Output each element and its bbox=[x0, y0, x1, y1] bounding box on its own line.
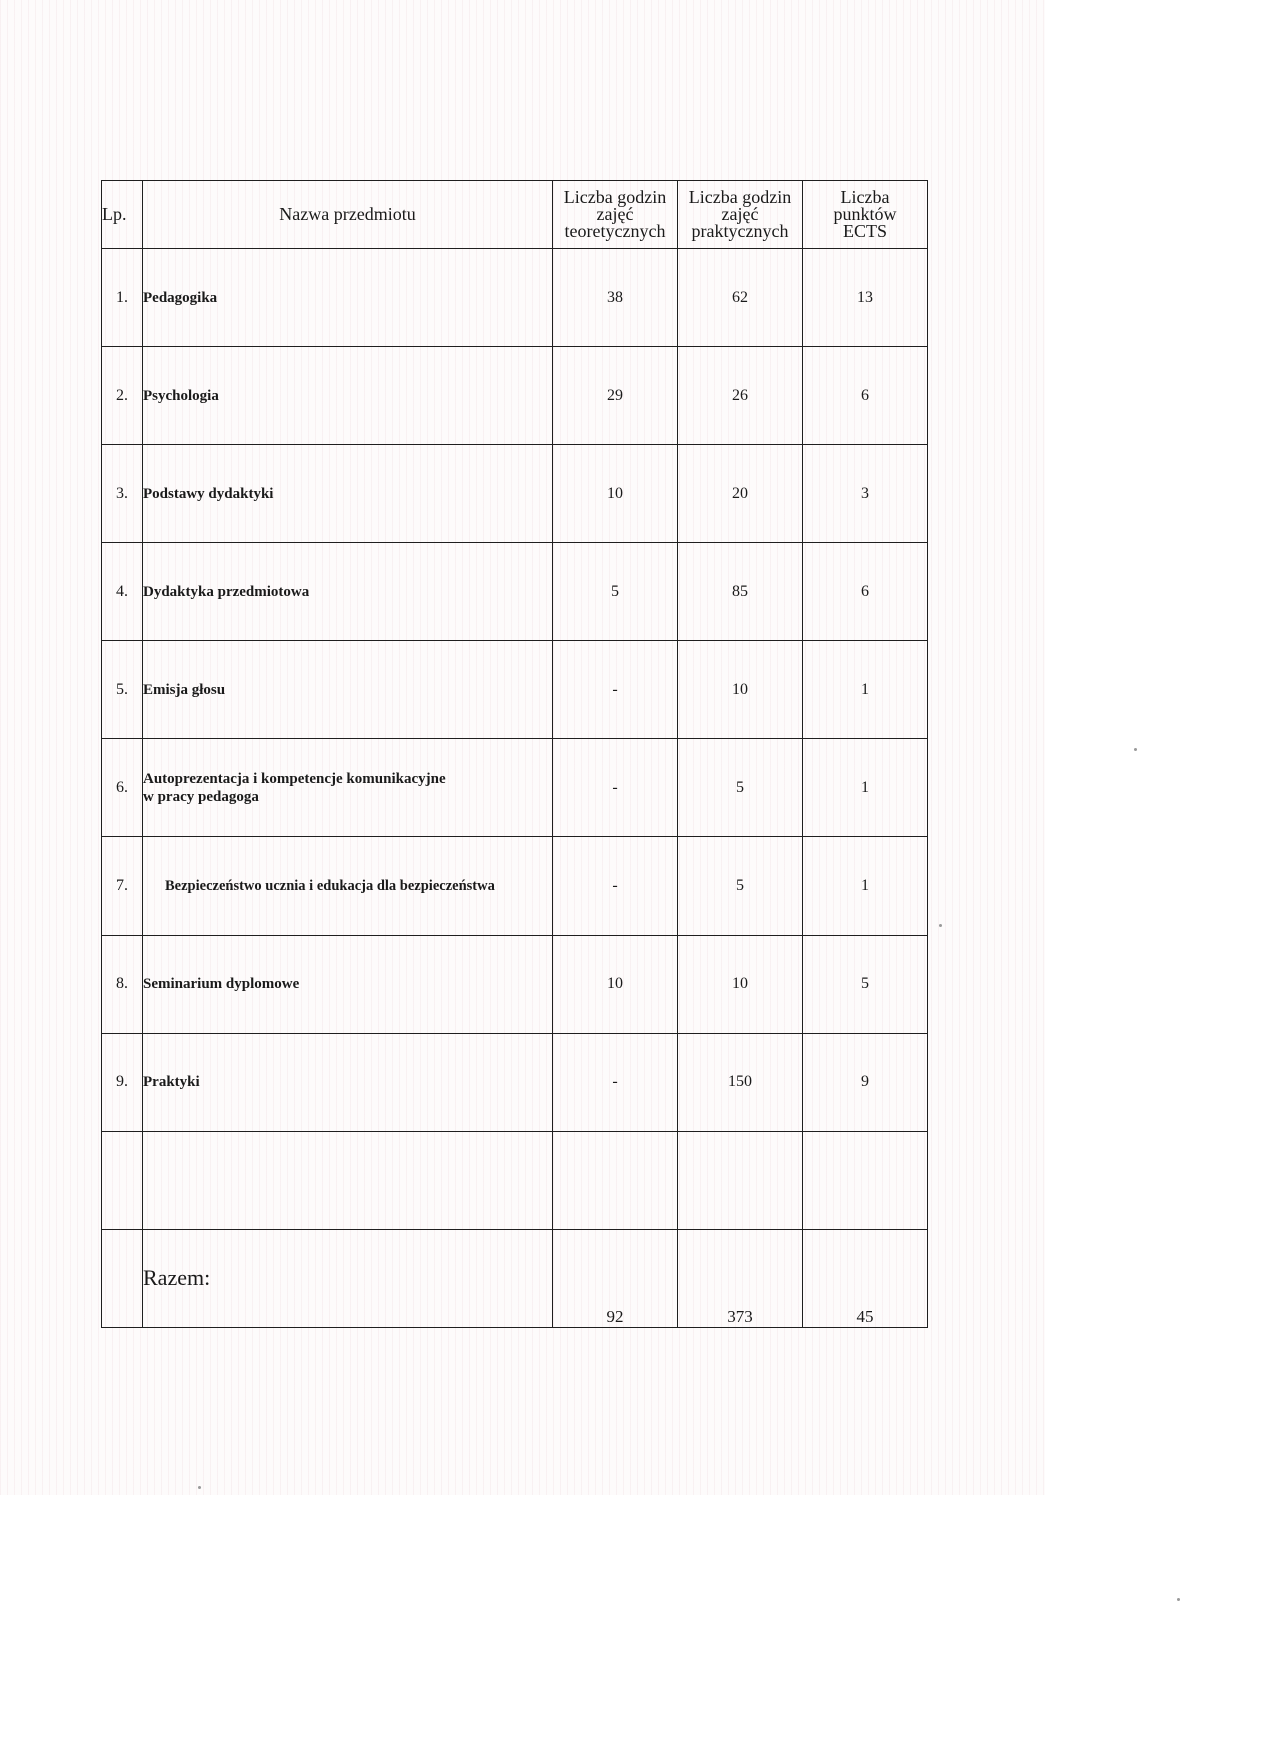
table-row bbox=[102, 543, 928, 641]
header-theory-line: zajęć bbox=[596, 204, 634, 224]
row-ects: 6 bbox=[803, 543, 928, 641]
row-subject-name bbox=[143, 347, 553, 445]
subject-name-line: Podstawy dydaktyki bbox=[143, 485, 274, 502]
row-lp: 2. bbox=[102, 347, 143, 445]
header-ects bbox=[803, 181, 928, 249]
row-practice-hours: 10 bbox=[678, 935, 803, 1033]
row-theory-hours: - bbox=[553, 641, 678, 739]
row-lp: 5. bbox=[102, 641, 143, 739]
row-ects: 3 bbox=[803, 445, 928, 543]
row-subject-name bbox=[143, 249, 553, 347]
header-practice-line: praktycznych bbox=[691, 221, 789, 241]
table-row bbox=[102, 641, 928, 739]
row-lp: 7. bbox=[102, 837, 143, 935]
empty-cell bbox=[143, 1131, 553, 1229]
row-ects: 1 bbox=[803, 641, 928, 739]
header-practice-line: Liczba godzin bbox=[688, 187, 792, 207]
subject-name-line: Autoprezentacja i kompetencje komunikacyjne bbox=[143, 770, 446, 787]
row-lp: 3. bbox=[102, 445, 143, 543]
subject-name-line: Psychologia bbox=[143, 387, 219, 404]
row-subject-name bbox=[143, 935, 553, 1033]
row-lp: 1. bbox=[102, 249, 143, 347]
row-ects: 9 bbox=[803, 1033, 928, 1131]
row-lp: 4. bbox=[102, 543, 143, 641]
subject-name-line: Emisja głosu bbox=[143, 681, 226, 698]
row-ects: 1 bbox=[803, 739, 928, 837]
subject-name-line: Seminarium dyplomowe bbox=[143, 976, 300, 993]
table-row bbox=[102, 445, 928, 543]
row-practice-hours: 85 bbox=[678, 543, 803, 641]
row-practice-hours: 10 bbox=[678, 641, 803, 739]
row-lp: 6. bbox=[102, 739, 143, 837]
table-row bbox=[102, 935, 928, 1033]
total-ects: 45 bbox=[803, 1229, 928, 1327]
subject-name-line: Dydaktyka przedmiotowa bbox=[143, 583, 310, 600]
row-practice-hours: 150 bbox=[678, 1033, 803, 1131]
row-ects: 5 bbox=[803, 935, 928, 1033]
row-practice-hours: 26 bbox=[678, 347, 803, 445]
row-subject-name bbox=[143, 641, 553, 739]
row-subject-name bbox=[143, 543, 553, 641]
row-practice-hours: 20 bbox=[678, 445, 803, 543]
row-subject-name bbox=[143, 445, 553, 543]
row-practice-hours: 5 bbox=[678, 739, 803, 837]
row-lp: 9. bbox=[102, 1033, 143, 1131]
total-theory-hours: 92 bbox=[553, 1229, 678, 1327]
row-ects: 1 bbox=[803, 837, 928, 935]
empty-cell bbox=[803, 1131, 928, 1229]
empty-cell bbox=[678, 1131, 803, 1229]
header-practice-hours bbox=[678, 181, 803, 249]
scan-speck bbox=[198, 1486, 201, 1489]
row-subject-name bbox=[143, 1033, 553, 1131]
scan-speck bbox=[1177, 1598, 1180, 1601]
row-theory-hours: - bbox=[553, 837, 678, 935]
scan-speck bbox=[1134, 748, 1137, 751]
row-subject-name bbox=[143, 739, 553, 837]
row-subject-name bbox=[143, 837, 553, 935]
row-theory-hours: 10 bbox=[553, 445, 678, 543]
row-theory-hours: 38 bbox=[553, 249, 678, 347]
table-row bbox=[102, 837, 928, 935]
empty-cell bbox=[553, 1131, 678, 1229]
empty-cell bbox=[102, 1131, 143, 1229]
row-practice-hours: 62 bbox=[678, 249, 803, 347]
subject-name-line: Bezpieczeństwo ucznia i edukacja dla bezpieczeństwa bbox=[165, 878, 495, 894]
table-header-row bbox=[102, 181, 928, 249]
subject-name-line: Praktyki bbox=[143, 1074, 200, 1091]
row-theory-hours: 5 bbox=[553, 543, 678, 641]
header-theory-line: Liczba godzin bbox=[563, 187, 667, 207]
row-theory-hours: - bbox=[553, 1033, 678, 1131]
header-lp: Lp. bbox=[102, 181, 143, 249]
row-ects: 13 bbox=[803, 249, 928, 347]
table-row bbox=[102, 249, 928, 347]
empty-cell bbox=[102, 1229, 143, 1327]
header-subject-name: Nazwa przedmiotu bbox=[143, 181, 553, 249]
table-row bbox=[102, 739, 928, 837]
header-ects-line: Liczba bbox=[840, 187, 890, 207]
table-row bbox=[102, 347, 928, 445]
header-theory-hours bbox=[553, 181, 678, 249]
header-theory-line: teoretycznych bbox=[564, 221, 666, 241]
total-practice-hours: 373 bbox=[678, 1229, 803, 1327]
row-lp: 8. bbox=[102, 935, 143, 1033]
header-ects-line: ECTS bbox=[842, 221, 887, 241]
empty-row bbox=[102, 1131, 928, 1229]
row-ects: 6 bbox=[803, 347, 928, 445]
table-row bbox=[102, 1033, 928, 1131]
subject-name-line: w pracy pedagoga bbox=[143, 788, 259, 805]
row-theory-hours: 10 bbox=[553, 935, 678, 1033]
header-ects-line: punktów bbox=[833, 204, 897, 224]
row-practice-hours: 5 bbox=[678, 837, 803, 935]
header-practice-line: zajęć bbox=[721, 204, 759, 224]
row-theory-hours: 29 bbox=[553, 347, 678, 445]
scan-speck bbox=[939, 924, 942, 927]
row-theory-hours: - bbox=[553, 739, 678, 837]
subjects-table bbox=[101, 180, 928, 1328]
subject-name-line: Pedagogika bbox=[143, 289, 218, 306]
total-label: Razem: bbox=[143, 1229, 553, 1327]
total-row bbox=[102, 1229, 928, 1327]
